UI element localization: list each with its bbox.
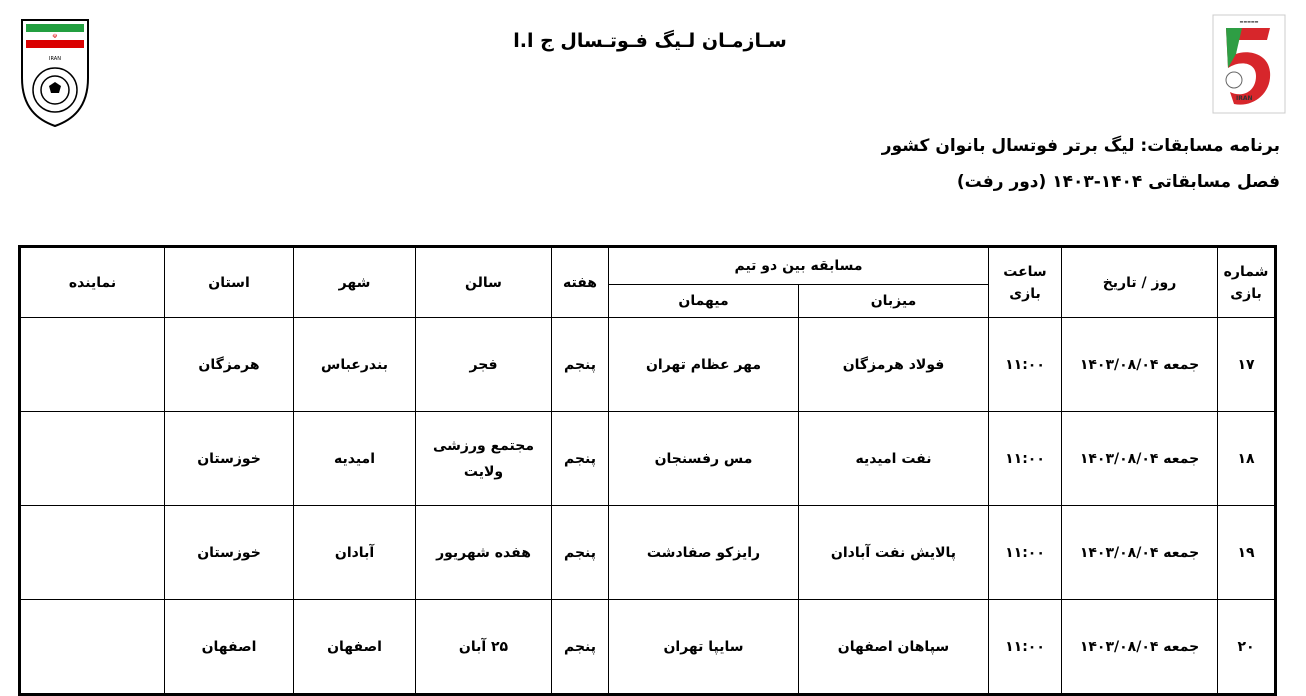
city: اصفهان [294,600,416,695]
guest-team: مهر عظام تهران [609,318,799,412]
day-date: جمعه ۱۴۰۳/۰۸/۰۴ [1062,506,1218,600]
host-team: پالایش نفت آبادان [799,506,989,600]
province: خوزستان [165,412,294,506]
header-match-number: شماره بازی [1218,247,1276,318]
svg-text:IRAN: IRAN [49,56,61,62]
week: پنجم [552,412,609,506]
match-number: ۱۷ [1218,318,1276,412]
competition-line: برنامه مسابقات: لیگ برتر فوتسال بانوان کشور [881,136,1280,156]
venue: ۲۵ آبان [416,600,552,695]
table-row [20,318,1276,412]
day-date: جمعه ۱۴۰۳/۰۸/۰۴ [1062,412,1218,506]
host-team: سپاهان اصفهان [799,600,989,695]
match-number: ۱۹ [1218,506,1276,600]
day-date: جمعه ۱۴۰۳/۰۸/۰۴ [1062,600,1218,695]
season-line: فصل مسابقاتی ۱۴۰۴-۱۴۰۳ (دور رفت) [956,172,1280,192]
match-time: ۱۱:۰۰ [989,600,1062,695]
province: اصفهان [165,600,294,695]
header-guest: میهمان [609,285,799,318]
header-host: میزبان [799,285,989,318]
match-time: ۱۱:۰۰ [989,412,1062,506]
page-title: سـازمـان لـیگ فـوتـسال ج ا.ا [513,30,787,52]
header-representative: نماینده [20,247,165,318]
venue: فجر [416,318,552,412]
header-province: استان [165,247,294,318]
city: بندرعباس [294,318,416,412]
week: پنجم [552,318,609,412]
header-day-date: روز / تاریخ [1062,247,1218,318]
header-week: هفته [552,247,609,318]
city: امیدیه [294,412,416,506]
svg-text:IRAN: IRAN [1236,95,1253,102]
guest-team: مس رفسنجان [609,412,799,506]
match-time: ۱۱:۰۰ [989,506,1062,600]
representative [20,412,165,506]
header-teams-group: مسابقه بین دو تیم [609,247,989,285]
table-row [20,506,1276,600]
header-city: شهر [294,247,416,318]
table-row [20,600,1276,695]
svg-text:▬▬▬▬▬: ▬▬▬▬▬ [1239,19,1259,24]
host-team: نفت امیدیه [799,412,989,506]
match-number: ۱۸ [1218,412,1276,506]
match-number: ۲۰ [1218,600,1276,695]
header-time: ساعت بازی [989,247,1062,318]
header-venue: سالن [416,247,552,318]
week: پنجم [552,506,609,600]
city: آبادان [294,506,416,600]
table-row [20,412,1276,506]
futsal-league-logo [1212,14,1286,114]
province: هرمزگان [165,318,294,412]
svg-text:☫: ☫ [52,33,58,40]
representative [20,506,165,600]
match-time: ۱۱:۰۰ [989,318,1062,412]
host-team: فولاد هرمزگان [799,318,989,412]
schedule-table [18,245,1277,696]
representative [20,600,165,695]
guest-team: سایپا تهران [609,600,799,695]
federation-logo [16,16,94,128]
venue: هفده شهریور [416,506,552,600]
province: خوزستان [165,506,294,600]
week: پنجم [552,600,609,695]
day-date: جمعه ۱۴۰۳/۰۸/۰۴ [1062,318,1218,412]
guest-team: رایزکو صفادشت [609,506,799,600]
representative [20,318,165,412]
venue: مجتمع ورزشی ولایت [416,412,552,506]
